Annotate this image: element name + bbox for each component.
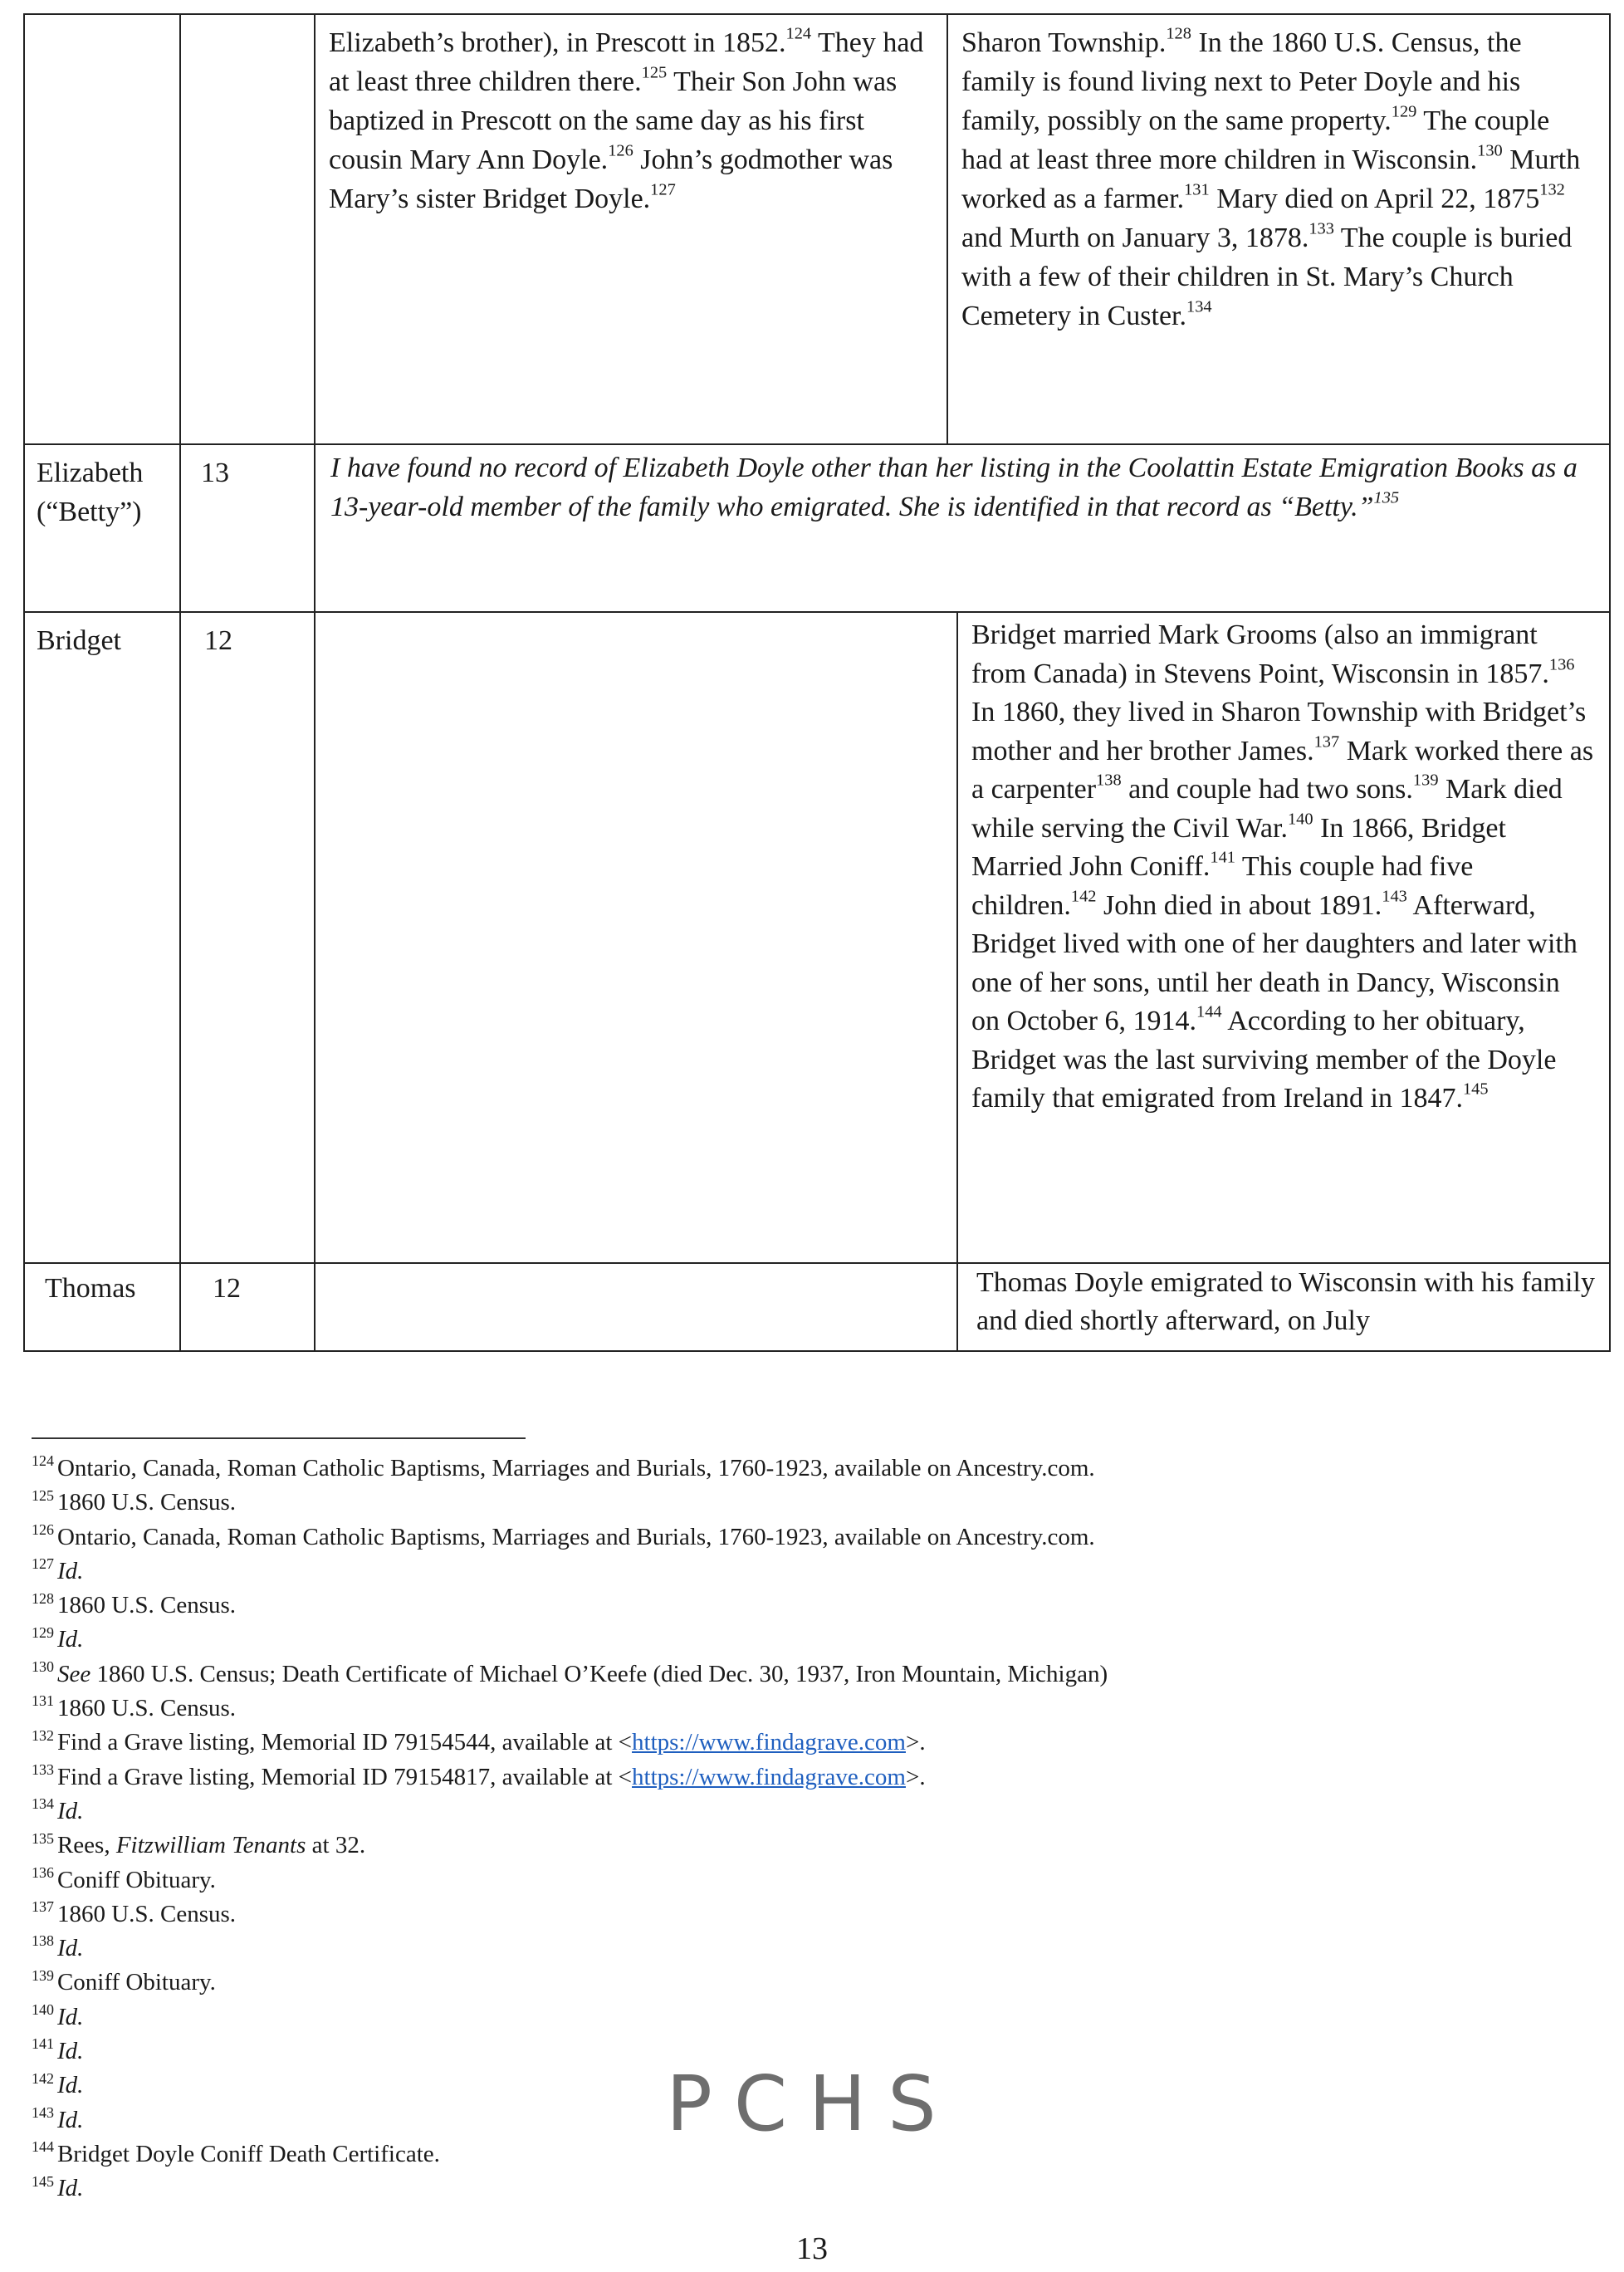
footnote-ref: 141 (1210, 848, 1235, 867)
footnote-ref: 129 (1391, 102, 1417, 121)
row3-name-cell: Bridget (37, 625, 121, 656)
footnote-number: 139 (32, 1966, 54, 1984)
footnote-ref: 136 (1548, 655, 1575, 674)
text-run: Murth worked as a farmer. (961, 144, 1581, 214)
text-run: Ontario, Canada, Roman Catholic Baptisms, Marriages and Burials, 1760-1923, available on Ancestry.com. (56, 1455, 1095, 1481)
text-run: 1860 U.S. Census; Death Certificate of Michael O’Keefe (died Dec. 30, 1937, Iron Mountain, Michigan) (90, 1660, 1108, 1687)
italic-text: Id. (56, 1626, 84, 1653)
row4-name-cell: Thomas (45, 1273, 136, 1304)
row3-wisconsin-cell (971, 616, 1594, 1119)
text-run: Rees, (56, 1832, 116, 1859)
text-run: The couple had at least three more children in Wisconsin. (961, 105, 1550, 175)
italic-text: Id. (56, 1935, 84, 1962)
text-run: and Murth on January 3, 1878. (961, 223, 1309, 253)
footnote-number: 135 (32, 1829, 54, 1847)
footnote-number: 141 (32, 2035, 54, 2053)
text-run: Coniff Obituary. (56, 1969, 216, 1996)
footnote-ref: 140 (1287, 810, 1313, 829)
text-run: The couple is buried with a few of their children in St. Mary’s Church Cemetery in Custer. (961, 223, 1573, 331)
italic-text: Id. (56, 2038, 84, 2065)
footnote-number: 129 (32, 1623, 54, 1641)
findagrave-link[interactable]: https://www.findagrave.com (632, 1763, 906, 1790)
text-run: Sharon Township. (961, 27, 1167, 58)
footnote-127 (32, 1555, 1592, 1589)
footnote-145 (32, 2172, 1592, 2206)
footnote-number: 138 (32, 1932, 54, 1950)
pchs-watermark: PCHS (666, 2059, 958, 2148)
footnote-ref: 137 (1313, 732, 1340, 752)
text-run: 1860 U.S. Census. (56, 1489, 237, 1516)
row1-ireland-canada-cell (329, 23, 935, 218)
italic-text: Id. (56, 2175, 84, 2202)
footnote-129 (32, 1623, 1592, 1657)
text-run: 1860 U.S. Census. (56, 1592, 237, 1619)
text-run: I have found no record of Elizabeth Doyle other than her listing in the Coolattin Estate Emigration Books as a 13-year-old member of the family who emigrated. She is identified in that record as “Betty.” (330, 453, 1578, 522)
text-run: Ontario, Canada, Roman Catholic Baptisms, Marriages and Burials, 1760-1923, available on Ancestry.com. (56, 1523, 1095, 1550)
footnote-number: 143 (32, 2103, 54, 2121)
text-run: at 32. (306, 1832, 366, 1859)
footnote-number: 125 (32, 1486, 54, 1504)
footnote-number: 137 (32, 1898, 54, 1916)
text-run: Find a Grave listing, Memorial ID 79154817, available at < (56, 1763, 633, 1790)
footnote-ref: 124 (785, 24, 812, 43)
row4-wisconsin-cell (976, 1264, 1595, 1340)
page-number: 13 (796, 2231, 828, 2266)
text-run: and couple had two sons. (1121, 774, 1413, 805)
column-divider (947, 15, 948, 443)
row1-wisconsin-cell (961, 23, 1592, 335)
footnote-ref: 142 (1070, 887, 1097, 906)
italic-text: Id. (56, 2072, 84, 2099)
row3-age-cell: 12 (204, 625, 232, 656)
text-run: John died in about 1891. (1096, 889, 1382, 921)
footnote-ref: 144 (1196, 1002, 1222, 1021)
footnote-number: 132 (32, 1726, 54, 1744)
footnote-number: 127 (32, 1555, 54, 1573)
footnote-ref: 143 (1382, 887, 1407, 906)
italic-text: See (56, 1660, 91, 1687)
text-run: Coniff Obituary. (56, 1866, 216, 1893)
footnote-number: 136 (32, 1863, 54, 1881)
text-run: Thomas Doyle emigrated to Wisconsin with his family and died shortly afterward, on July (976, 1267, 1595, 1336)
italic-text: Id. (56, 1557, 84, 1584)
text-run: >. (905, 1729, 926, 1756)
footnote-ref: 133 (1308, 219, 1334, 238)
footnote-ref: 132 (1539, 180, 1565, 199)
italic-text: Fitzwilliam Tenants (115, 1832, 306, 1859)
footnote-number: 140 (32, 2001, 54, 2019)
row2-age-cell: 13 (201, 458, 229, 488)
text-run: Their Son John was baptized in Prescott on the same day as his first cousin Mary Ann Doyle. (329, 66, 898, 175)
footnote-number: 130 (32, 1658, 54, 1676)
footnote-number: 124 (32, 1452, 54, 1470)
footnote-136 (32, 1863, 1592, 1897)
text-run: This couple had five children. (971, 851, 1474, 921)
footnote-number: 144 (32, 2138, 54, 2156)
italic-text: Id. (56, 2106, 84, 2133)
footnote-ref: 138 (1096, 771, 1122, 790)
footnote-126 (32, 1520, 1592, 1555)
footnote-number: 126 (32, 1520, 54, 1538)
text-run: Bridget Doyle Coniff Death Certificate. (56, 2140, 440, 2167)
text-run: John’s godmother was Mary’s sister Bridget Doyle. (329, 144, 893, 214)
footnote-ref: 135 (1373, 488, 1400, 507)
footnote-131 (32, 1692, 1592, 1726)
footnote-ref: 139 (1412, 771, 1439, 790)
footnote-130 (32, 1657, 1592, 1692)
column-divider (314, 15, 316, 1352)
family-table (23, 13, 1611, 1352)
text-run: They had at least three children there. (329, 27, 924, 97)
footnote-number: 142 (32, 2069, 54, 2087)
text-run: In 1866, Bridget Married John Coniff. (971, 812, 1506, 882)
row2-name-cell: Elizabeth (“Betty”) (37, 458, 144, 527)
row-divider (25, 443, 1609, 445)
row4-age-cell: 12 (213, 1273, 241, 1304)
text-run: Bridget married Mark Grooms (also an immigrant from Canada) in Stevens Point, Wisconsin in 1857. (971, 619, 1549, 689)
row2-merged-note-cell (330, 448, 1592, 526)
footnote-ref: 130 (1477, 141, 1503, 160)
text-run: Afterward, Bridget lived with one of her daughters and later with one of her sons, until her death in Dancy, Wisconsin on October 6, 1914. (971, 889, 1578, 1036)
findagrave-link[interactable]: https://www.findagrave.com (632, 1729, 906, 1756)
text-run: In 1860, they lived in Sharon Township with Bridget’s mother and her brother James. (971, 697, 1587, 766)
footnote-ref: 134 (1186, 297, 1212, 316)
column-divider (179, 15, 181, 1352)
footnote-134 (32, 1795, 1592, 1829)
row-divider (25, 611, 1609, 613)
footnote-number: 131 (32, 1692, 54, 1710)
italic-text: Id. (56, 2003, 84, 2030)
text-run: Mark worked there as a carpenter (971, 735, 1594, 805)
footnote-138 (32, 1932, 1592, 1966)
footnote-ref: 126 (608, 141, 633, 160)
footnote-ref: 125 (641, 63, 668, 82)
footnote-128 (32, 1589, 1592, 1623)
text-run: Find a Grave listing, Memorial ID 79154544, available at < (56, 1729, 633, 1756)
text-run: In the 1860 U.S. Census, the family is found living next to Peter Doyle and his family, possibly on the same property. (961, 27, 1522, 136)
footnote-125 (32, 1486, 1592, 1520)
text-run: >. (905, 1763, 926, 1790)
footnote-number: 128 (32, 1589, 54, 1607)
text-run: Mary died on April 22, 1875 (1209, 184, 1540, 214)
footnote-124 (32, 1452, 1592, 1486)
footnote-139 (32, 1966, 1592, 2000)
text-run: Elizabeth’s brother), in Prescott in 1852. (329, 27, 786, 58)
footnote-ref: 127 (650, 180, 676, 199)
text-run: Mark died while serving the Civil War. (971, 774, 1563, 844)
footnote-ref: 128 (1166, 24, 1191, 43)
text-run: 1860 U.S. Census. (56, 1900, 237, 1927)
italic-text: Id. (56, 1797, 84, 1824)
footnote-135 (32, 1829, 1592, 1863)
text-run: According to her obituary, Bridget was the last surviving member of the Doyle family that emigrated from Ireland in 1847. (971, 1006, 1557, 1114)
footnote-132 (32, 1726, 1592, 1760)
footnote-ref: 131 (1184, 180, 1210, 199)
footnote-number: 133 (32, 1761, 54, 1778)
footnote-140 (32, 2000, 1592, 2035)
footnote-137 (32, 1897, 1592, 1932)
footnote-number: 145 (32, 2172, 54, 2190)
footnote-number: 134 (32, 1795, 54, 1813)
footnote-separator (32, 1437, 526, 1439)
column-divider (956, 611, 958, 1352)
footnote-ref: 145 (1462, 1080, 1489, 1099)
text-run: 1860 U.S. Census. (56, 1695, 237, 1722)
footnote-133 (32, 1760, 1592, 1795)
